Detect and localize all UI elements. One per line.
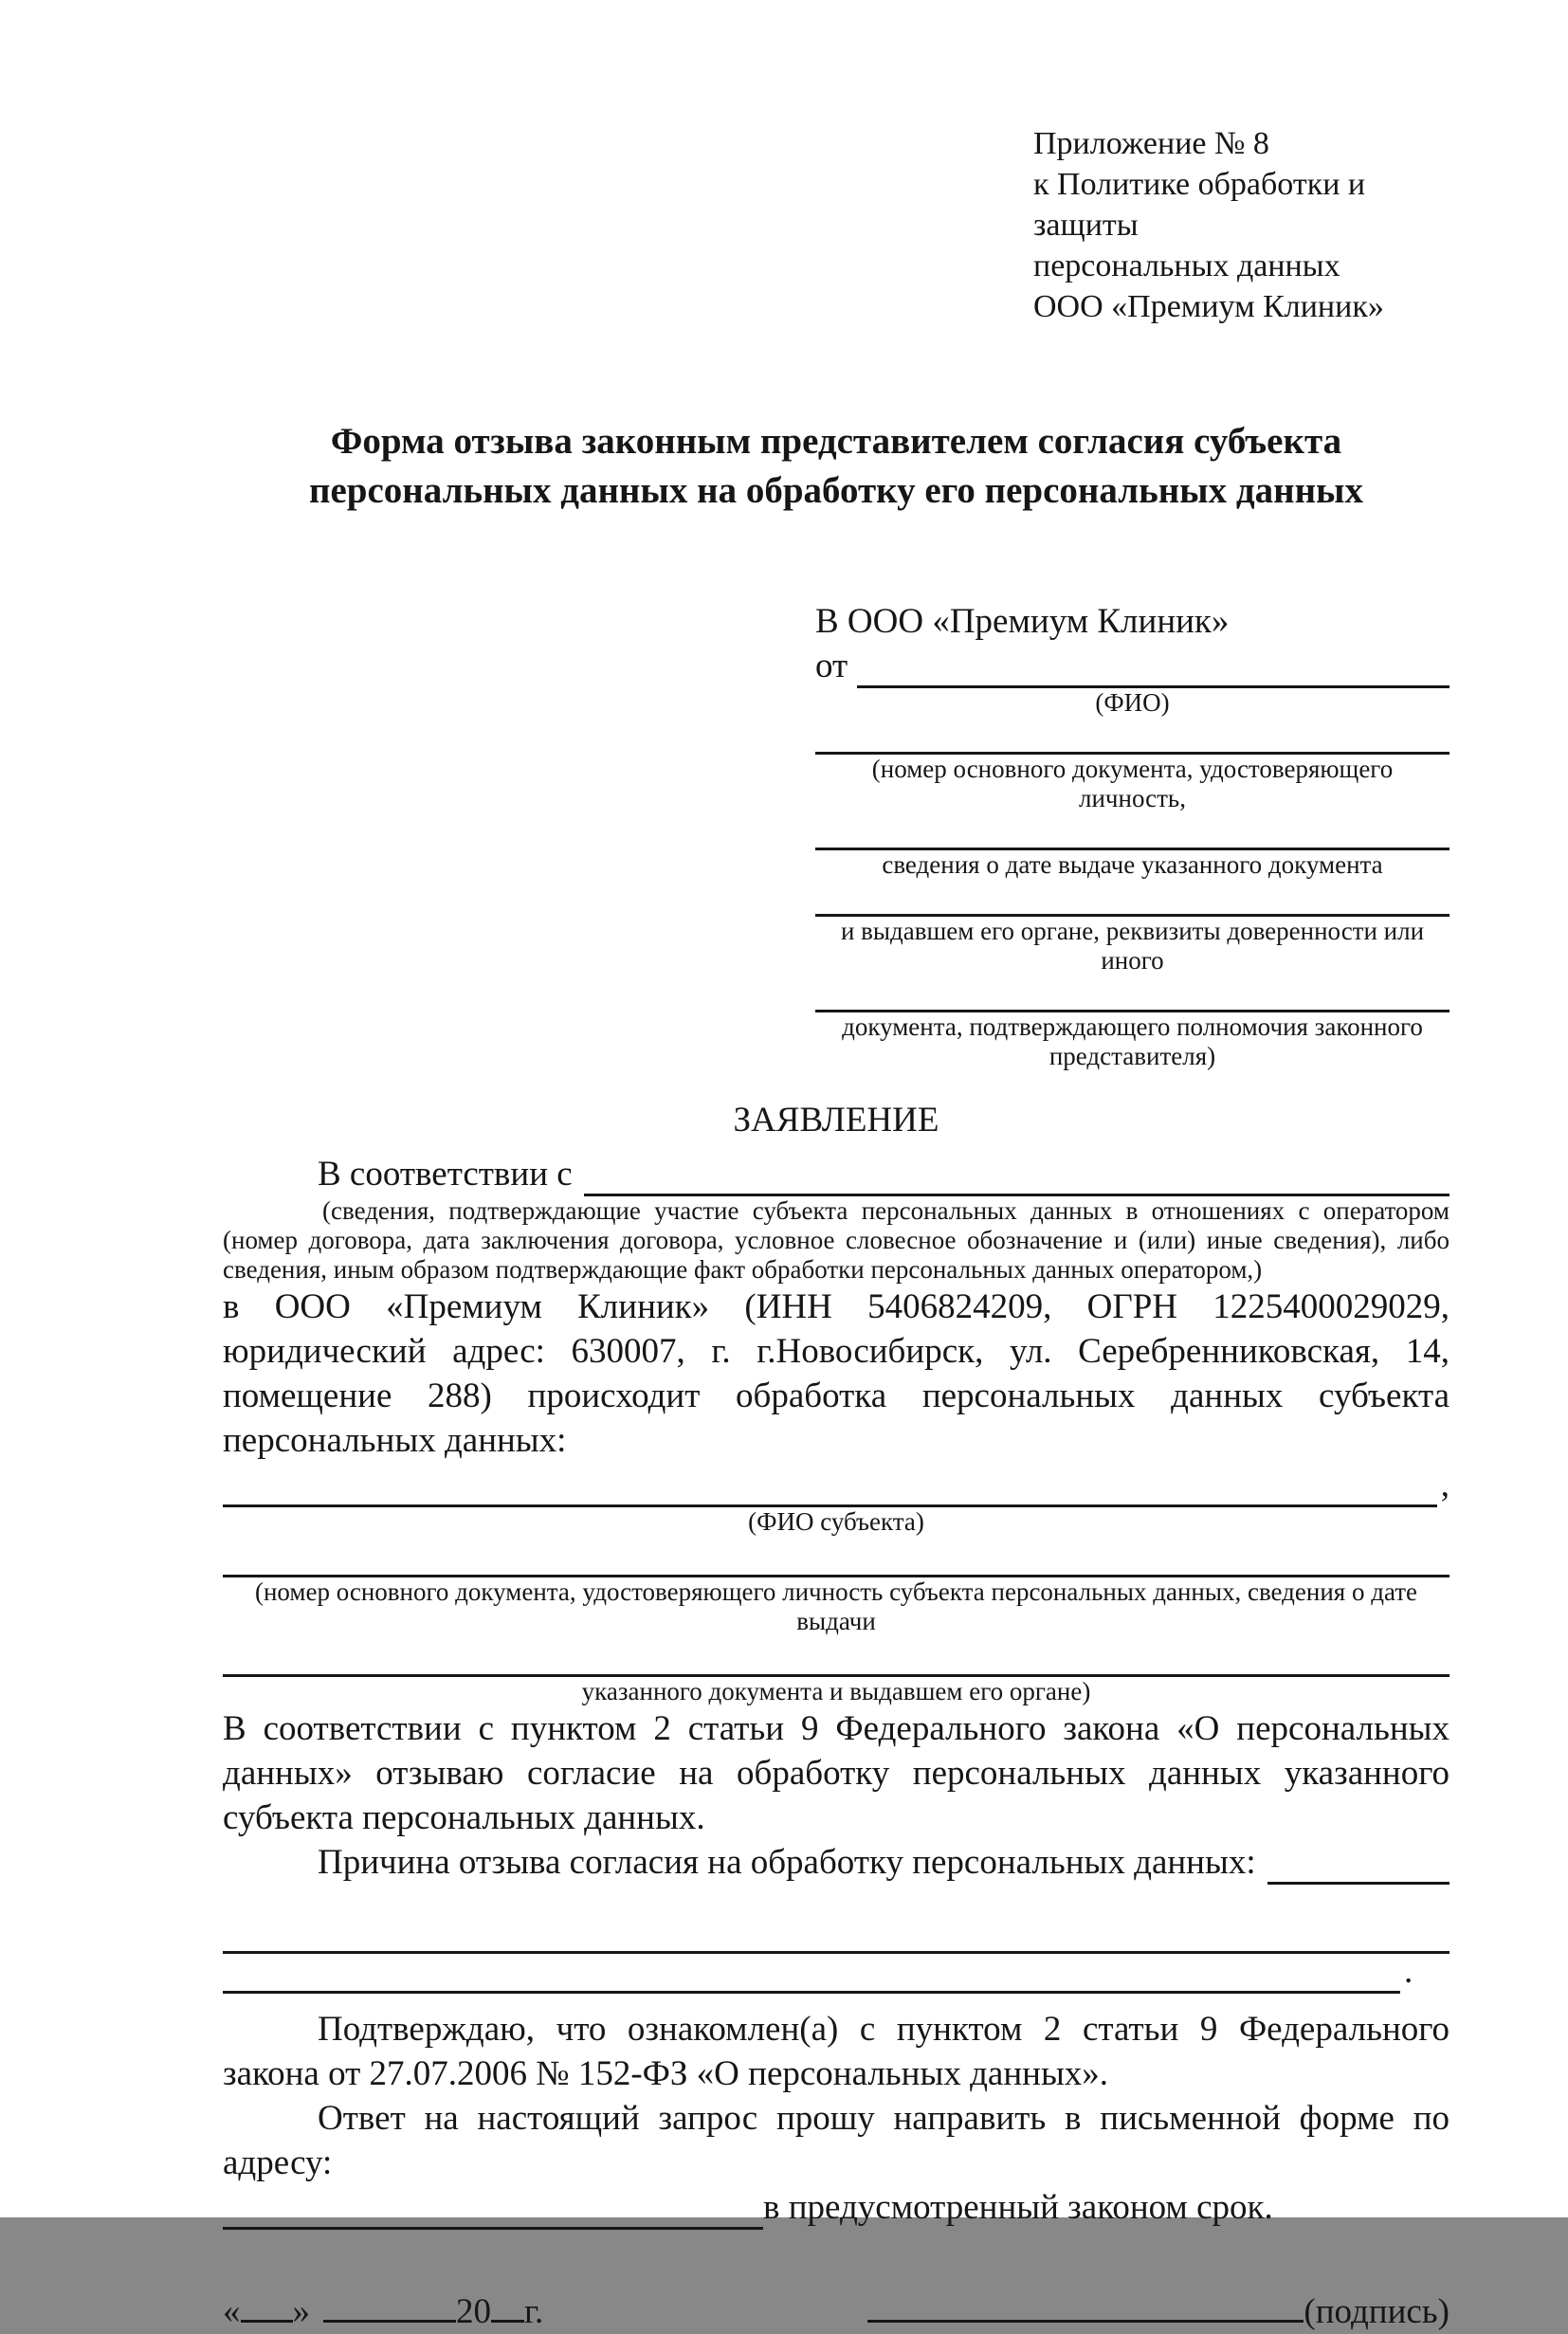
year-suffix: г. [524, 2292, 544, 2331]
representative-doc-caption-2: сведения о дате выдаче указанного документа [882, 850, 1383, 879]
day-blank [241, 2285, 293, 2323]
reason-label: Причина отзыва согласия на обработку персональных данных: [318, 1843, 1256, 1882]
signature-caption: (подпись) [1304, 2292, 1449, 2331]
reason-blank-line-2 [223, 1951, 1400, 1994]
appendix-line-4: ООО «Премиум Клиник» [1033, 289, 1384, 324]
reason-line [1267, 1846, 1449, 1885]
operator-paragraph: в ООО «Премиум Клиник» (ИНН 5406824209, ОГРН 1225400029029, юридический адрес: 630007, г. г.Новосибирск, ул. Серебренниковская, 14, помещение 288) происходит обработка персональных данных субъекта персональных данных: [223, 1287, 1449, 1460]
subject-fio-line-suffix: , [1440, 1466, 1449, 1504]
representative-doc-field-2 [815, 813, 1449, 880]
representative-doc-field-4 [815, 976, 1449, 1071]
addressee-block [815, 599, 1449, 1071]
accordance-label: В соответствии с [318, 1155, 573, 1194]
representative-doc-line-4 [815, 976, 1449, 1012]
representative-doc-caption-3: и выдавшем его органе, реквизиты доверенности или иного [840, 917, 1425, 975]
representative-doc-field-3 [815, 880, 1449, 976]
reply-address-field [223, 2185, 1449, 2230]
appendix-line-1: Приложение № 8 [1033, 126, 1269, 161]
accordance-line [584, 1158, 1449, 1196]
date-field [223, 2285, 543, 2334]
document-title: Форма отзыва законным представителем согласия субъекта персональных данных на обработку его персональных данных [308, 421, 1364, 511]
representative-doc-field-1 [815, 718, 1449, 813]
reply-address-line [223, 2189, 763, 2230]
date-open-quote: « [223, 2292, 241, 2331]
representative-doc-caption-4: документа, подтверждающего полномочия законного представителя) [842, 1012, 1423, 1070]
representative-doc-line-3 [815, 880, 1449, 917]
accordance-field [223, 1152, 1449, 1196]
confirmation-paragraph: Подтверждаю, что ознакомлен(а) с пунктом 2 статьи 9 Федерального закона от 27.07.2006 № 152-ФЗ «О персональных данных». [223, 2010, 1449, 2093]
subject-doc-line-1 [223, 1537, 1449, 1577]
addressee-organization: В ООО «Премиум Клиник» [815, 602, 1230, 641]
signature-line [867, 2285, 1304, 2323]
accordance-caption: (сведения, подтверждающие участие субъекта персональных данных в отношениях с оператором (номер договора, дата заключения договора, условное словесное обозначение и (или) иные сведения), либо сведения, иным образом подтверждающие факт обработки персональных данных оператором,) [223, 1196, 1449, 1284]
withdrawal-paragraph: В соответствии с пунктом 2 статьи 9 Федерального закона «О персональных данных» отзываю согласие на обработку персональных данных указанного субъекта персональных данных. [223, 1709, 1449, 1837]
subject-fio-line [223, 1467, 1437, 1507]
reply-request-paragraph: Ответ на настоящий запрос прошу направить в письменной форме по адресу: [223, 2099, 1449, 2182]
representative-doc-line-2 [815, 813, 1449, 850]
year-prefix: 20 [456, 2292, 491, 2331]
date-close-quote: » [292, 2292, 310, 2331]
reason-blank-line-1 [223, 1915, 1449, 1954]
subject-doc-field-2 [223, 1636, 1449, 1706]
subject-doc-caption-2: указанного документа и выдавшем его органе) [581, 1677, 1091, 1705]
subject-doc-caption-1: (номер основного документа, удостоверяющего личность субъекта персональных данных, сведения о дате выдачи [254, 1577, 1418, 1635]
year-blank [491, 2285, 524, 2323]
from-field [815, 644, 1449, 688]
from-name-line [857, 649, 1449, 688]
subject-doc-field-1 [223, 1537, 1449, 1636]
reason-blank-line-suffix: . [1404, 1952, 1413, 1991]
subject-fio-field [223, 1463, 1449, 1537]
subject-doc-line-2 [223, 1636, 1449, 1677]
month-blank [323, 2285, 456, 2323]
appendix-header [1033, 123, 1449, 327]
reason-field [223, 1840, 1449, 1885]
reason-blank-field-2 [223, 1954, 1449, 1994]
appendix-line-2: к Политике обработки и защиты [1033, 167, 1366, 243]
date-signature-row [223, 2285, 1449, 2334]
reply-suffix-text: в предусмотренный законом срок. [763, 2188, 1273, 2227]
representative-doc-line-1 [815, 718, 1449, 755]
subject-fio-caption: (ФИО субъекта) [748, 1507, 924, 1536]
from-label: от [815, 647, 848, 685]
representative-doc-caption-1: (номер основного документа, удостоверяющего личность, [871, 755, 1394, 812]
fio-caption: (ФИО) [1095, 688, 1170, 717]
appendix-line-3: персональных данных [1033, 248, 1340, 283]
statement-heading: ЗАЯВЛЕНИЕ [733, 1101, 939, 1140]
subject-fio-line-row [223, 1463, 1449, 1507]
signature-field [867, 2285, 1449, 2334]
